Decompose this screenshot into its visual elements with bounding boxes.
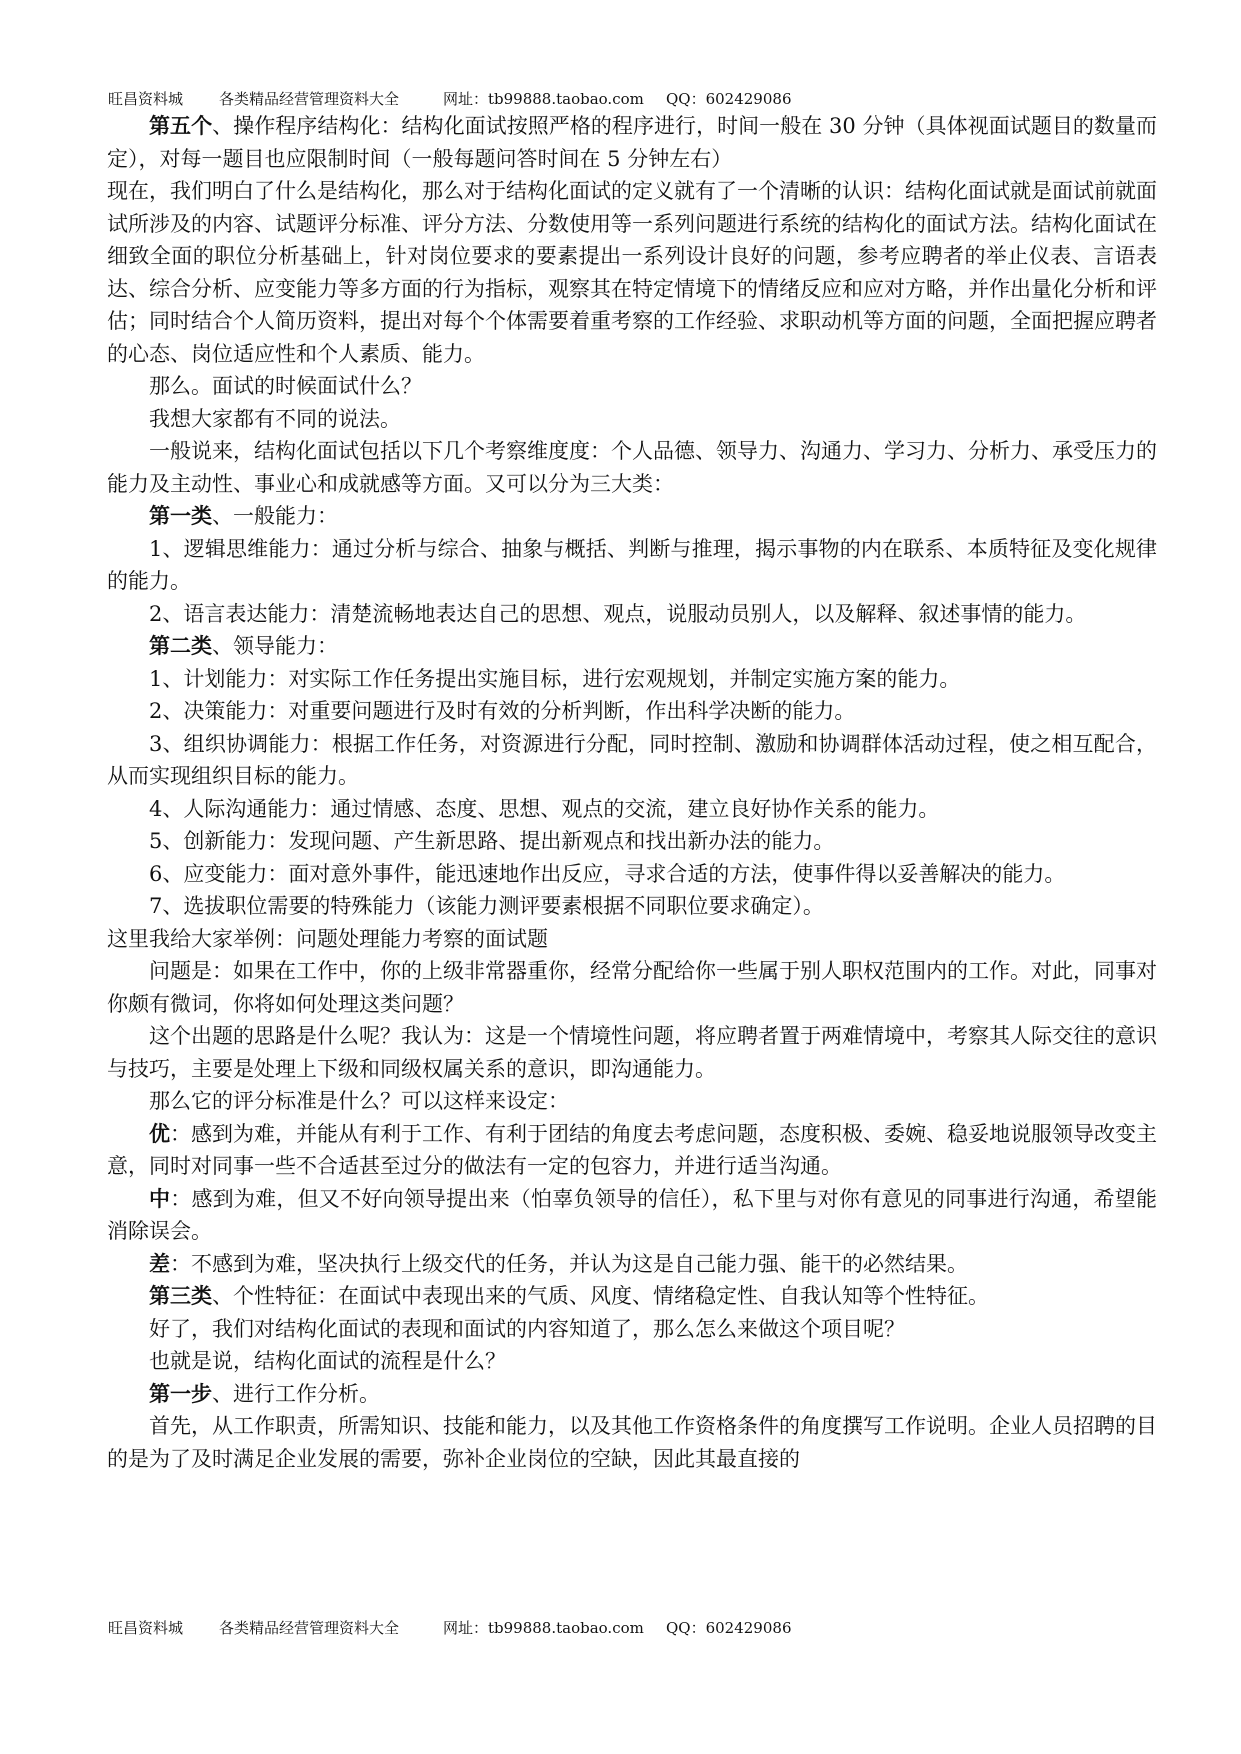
paragraph: 那么。面试的时候面试什么？ (149, 374, 422, 398)
footer-url: 网址：tb99888.taobao.com (443, 1619, 644, 1637)
header-slogan: 各类精品经营管理资料大全 (219, 90, 400, 108)
document-body (107, 110, 1157, 1475)
paragraph: 首先，从工作职责，所需知识、技能和能力，以及其他工作资格条件的角度撰写工作说明。企业人员招聘的目的是为了及时满足企业发展的需要，弥补企业岗位的空缺，因此其最直接的 (107, 1414, 1157, 1471)
footer-qq: QQ：602429086 (666, 1619, 792, 1637)
footer-slogan: 各类精品经营管理资料大全 (219, 1619, 400, 1637)
paragraph: 也就是说，结构化面试的流程是什么？ (149, 1349, 506, 1373)
paragraph: 那么它的评分标准是什么？可以这样来设定： (149, 1089, 569, 1113)
list-item: 6、应变能力：面对意外事件，能迅速地作出反应，寻求合适的方法，使事件得以妥善解决的能力。 (149, 861, 1066, 886)
section-heading: 第三类、个性特征：在面试中表现出来的气质、风度、情绪稳定性、自我认知等个性特征。 (149, 1283, 989, 1308)
paragraph: 好了，我们对结构化面试的表现和面试的内容知道了，那么怎么来做这个项目呢？ (149, 1316, 905, 1341)
rating-poor: 差：不感到为难，坚决执行上级交代的任务，并认为这是自己能力强、能干的必然结果。 (149, 1250, 968, 1276)
paragraph: 问题是：如果在工作中，你的上级非常器重你，经常分配给你一些属于别人职权范围内的工作。对此，同事对你颇有微词，你将如何处理这类问题？ (107, 959, 1157, 1016)
rating-medium: 中：感到为难，但又不好向领导提出来（怕辜负领导的信任），私下里与对你有意见的同事进行沟通，希望能消除误会。 (107, 1185, 1158, 1243)
paragraph: 这里我给大家举例：问题处理能力考察的面试题 (107, 926, 548, 951)
list-item: 2、决策能力：对重要问题进行及时有效的分析判断，作出科学决断的能力。 (149, 699, 856, 723)
header-qq: QQ：602429086 (666, 90, 792, 108)
rating-excellent: 优：感到为难，并能从有利于工作、有利于团结的角度去考虑问题，态度积极、委婉、稳妥地说服领导改变主意，同时对同事一些不合适甚至过分的做法有一定的包容力，并进行适当沟通。 (107, 1120, 1157, 1178)
list-item: 3、组织协调能力：根据工作任务，对资源进行分配，同时控制、激励和协调群体活动过程，使之相互配合，从而实现组织目标的能力。 (107, 731, 1157, 788)
header-url: 网址：tb99888.taobao.com (443, 90, 644, 108)
list-item: 7、选拔职位需要的特殊能力（该能力测评要素根据不同职位要求确定）。 (149, 894, 824, 918)
paragraph: 现在，我们明白了什么是结构化，那么对于结构化面试的定义就有了一个清晰的认识：结构化面试就是面试前就面试所涉及的内容、试题评分标准、评分方法、分数使用等一系列问题进行系统的结构化的面试方法。结构化面试在细致全面的职位分析基础上，针对岗位要求的要素提出一系列设计良好的问题，参考应聘者的举止仪表、言语表达、综合分析、应变能力等多方面的行为指标，观察其在特定情境下的情绪反应和应对方略，并作出量化分析和评估；同时结合个人简历资料，提出对每个个体需要着重考察的工作经验、求职动机等方面的问题，全面把握应聘者的心态、岗位适应性和个人素质、能力。 (107, 179, 1157, 366)
section-heading: 第一类、一般能力： (149, 503, 338, 528)
list-item: 1、逻辑思维能力：通过分析与综合、抽象与概括、判断与推理，揭示事物的内在联系、本质特征及变化规律的能力。 (107, 536, 1157, 593)
list-item: 2、语言表达能力：清楚流畅地表达自己的思想、观点，说服动员别人，以及解释、叙述事情的能力。 (149, 601, 1087, 626)
header-shop-name: 旺昌资料城 (108, 90, 184, 108)
paragraph: 这个出题的思路是什么呢？我认为：这是一个情境性问题，将应聘者置于两难情境中，考察其人际交往的意识与技巧，主要是处理上下级和同级权属关系的意识，即沟通能力。 (107, 1024, 1157, 1081)
list-item: 5、创新能力：发现问题、产生新思路、提出新观点和找出新办法的能力。 (149, 829, 835, 853)
paragraph: 第五个、操作程序结构化：结构化面试按照严格的程序进行，时间一般在 30 分钟（具体视面试题目的数量而定），对每一题目也应限制时间（一般每题问答时间在 5 分钟左右） (107, 113, 1157, 171)
list-item: 4、人际沟通能力：通过情感、态度、思想、观点的交流，建立良好协作关系的能力。 (149, 796, 940, 821)
section-heading: 第二类、领导能力： (149, 633, 338, 658)
footer-shop-name: 旺昌资料城 (108, 1619, 184, 1637)
paragraph: 我想大家都有不同的说法。 (149, 406, 401, 431)
list-item: 1、计划能力：对实际工作任务提出实施目标，进行宏观规划，并制定实施方案的能力。 (149, 666, 961, 691)
paragraph: 一般说来，结构化面试包括以下几个考察维度度：个人品德、领导力、沟通力、学习力、分析力、承受压力的能力及主动性、事业心和成就感等方面。又可以分为三大类： (107, 439, 1157, 496)
section-heading: 第一步、进行工作分析。 (149, 1380, 380, 1406)
